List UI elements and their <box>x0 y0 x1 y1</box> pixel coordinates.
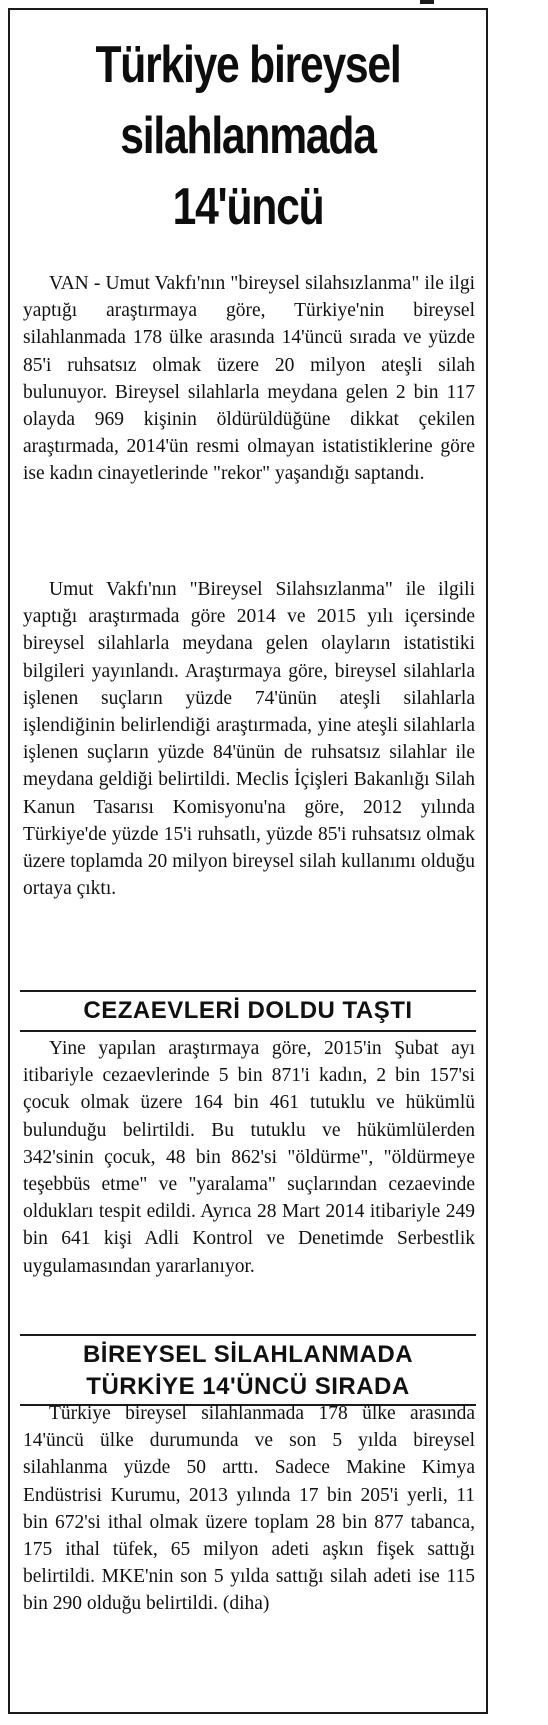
body-paragraph-2: Umut Vakfı'nın "Bireysel Silahsızlanma" ile ilgili yaptığı araştırmada göre 2014 ve 2015 yılı içersinde bireysel silahlarla meydana gelen olayların istatistiki bilgileri yayınlandı. Araştırmaya göre, bireysel silahlarla işlenen suçların yüzde 74'ünün ateşli silahlarla işlendiğinin belirlendiği araştırmada, yine ateşli silahlarla işlenen suçların yüzde 84'ünün de ruhsatsız silahlar ile meydana geldiği belirtildi. Meclis İçişleri Bakanlığı Silah Kanun Tasarısı Komisyonu'na göre, 2012 yılında Türkiye'de yüzde 15'i ruhsatlı, yüzde 85'i ruhsatsız olmak üzere toplamda 20 milyon bireysel silah kullanımı olduğu ortaya çıktı. <box>23 579 475 900</box>
headline-line-3: 14'üncü <box>172 178 324 236</box>
subheading-cezaevleri: CEZAEVLERİ DOLDU TAŞTI <box>83 997 413 1024</box>
body-paragraph-3: Yine yapılan araştırmaya göre, 2015'in Şubat ayı itibariyle cezaevlerinde 5 bin 871'i kadın, 2 bin 157'si çocuk olmak üzere 164 bin 461 tutuklu ve hükümlü bulunduğu belirtildi. Bu tutuklu ve hükümlülerden 342'sinin çocuk, 48 bin 862'si "öldürme", "öldürmeye teşebbüs etme" ve "yaralama" suçlarından cezaevinde oldukları tespit edildi. Ayrıca 28 Mart 2014 itibariyle 249 bin 641 kişi Adli Kontrol ve Denetimde Serbestlik uygulamasından yararlanıyor. <box>23 1038 475 1277</box>
body-paragraph-1: VAN - Umut Vakfı'nın "bireysel silahsızlanma" ile ilgi yaptığı araştırmaya göre, Türkiye'nin bireysel silahlanmada 178 ülke arasında 14'üncü sırada ve yüzde 85'i ruhsatsız olmak üzere 20 milyon ateşli silah bulunuyor. Bireysel silahlarla meydana gelen 2 bin 117 olayda 969 kişinin öldürüldüğüne dikkat çekilen araştırmada, 2014'ün resmi olmayan istatistiklerine göre ise kadın cinayetlerinde "rekor" yaşandığı saptandı. <box>23 273 475 485</box>
headline <box>58 30 438 243</box>
subheading-rule-top <box>20 990 476 992</box>
headline-line-2: silahlanmada <box>120 107 376 165</box>
headline-line-1: Türkiye bireysel <box>95 36 401 94</box>
subheading-2-rule-top <box>20 1334 476 1336</box>
subheading-2-line-1: BİREYSEL SİLAHLANMADA <box>82 1341 414 1368</box>
subheading-2-line-2: TÜRKİYE 14'ÜNCÜ SIRADA <box>86 1373 410 1400</box>
subheading-bireysel-silahlanmada <box>16 1339 480 1403</box>
body-paragraph-4: Türkiye bireysel silahlanmada 178 ülke arasında 14'üncü ülke durumunda ve son 5 yılda bireysel silahlanma yüzde 50 arttı. Sadece Makine Kimya Endüstrisi Kurumu, 2013 yılında 17 bin 205'i yerli, 11 bin 672'si ithal olmak üzere toplam 28 bin 877 tabanca, 175 ithal tüfek, 65 milyon adeti aşkın fişek sattığı belirtildi. MKE'nin son 5 yılda sattığı silah adeti ise 115 bin 290 olduğu belirtildi. (diha) <box>23 1403 475 1615</box>
subheading-rule-bottom <box>20 1030 476 1032</box>
clipping-edge-mark <box>420 0 434 4</box>
